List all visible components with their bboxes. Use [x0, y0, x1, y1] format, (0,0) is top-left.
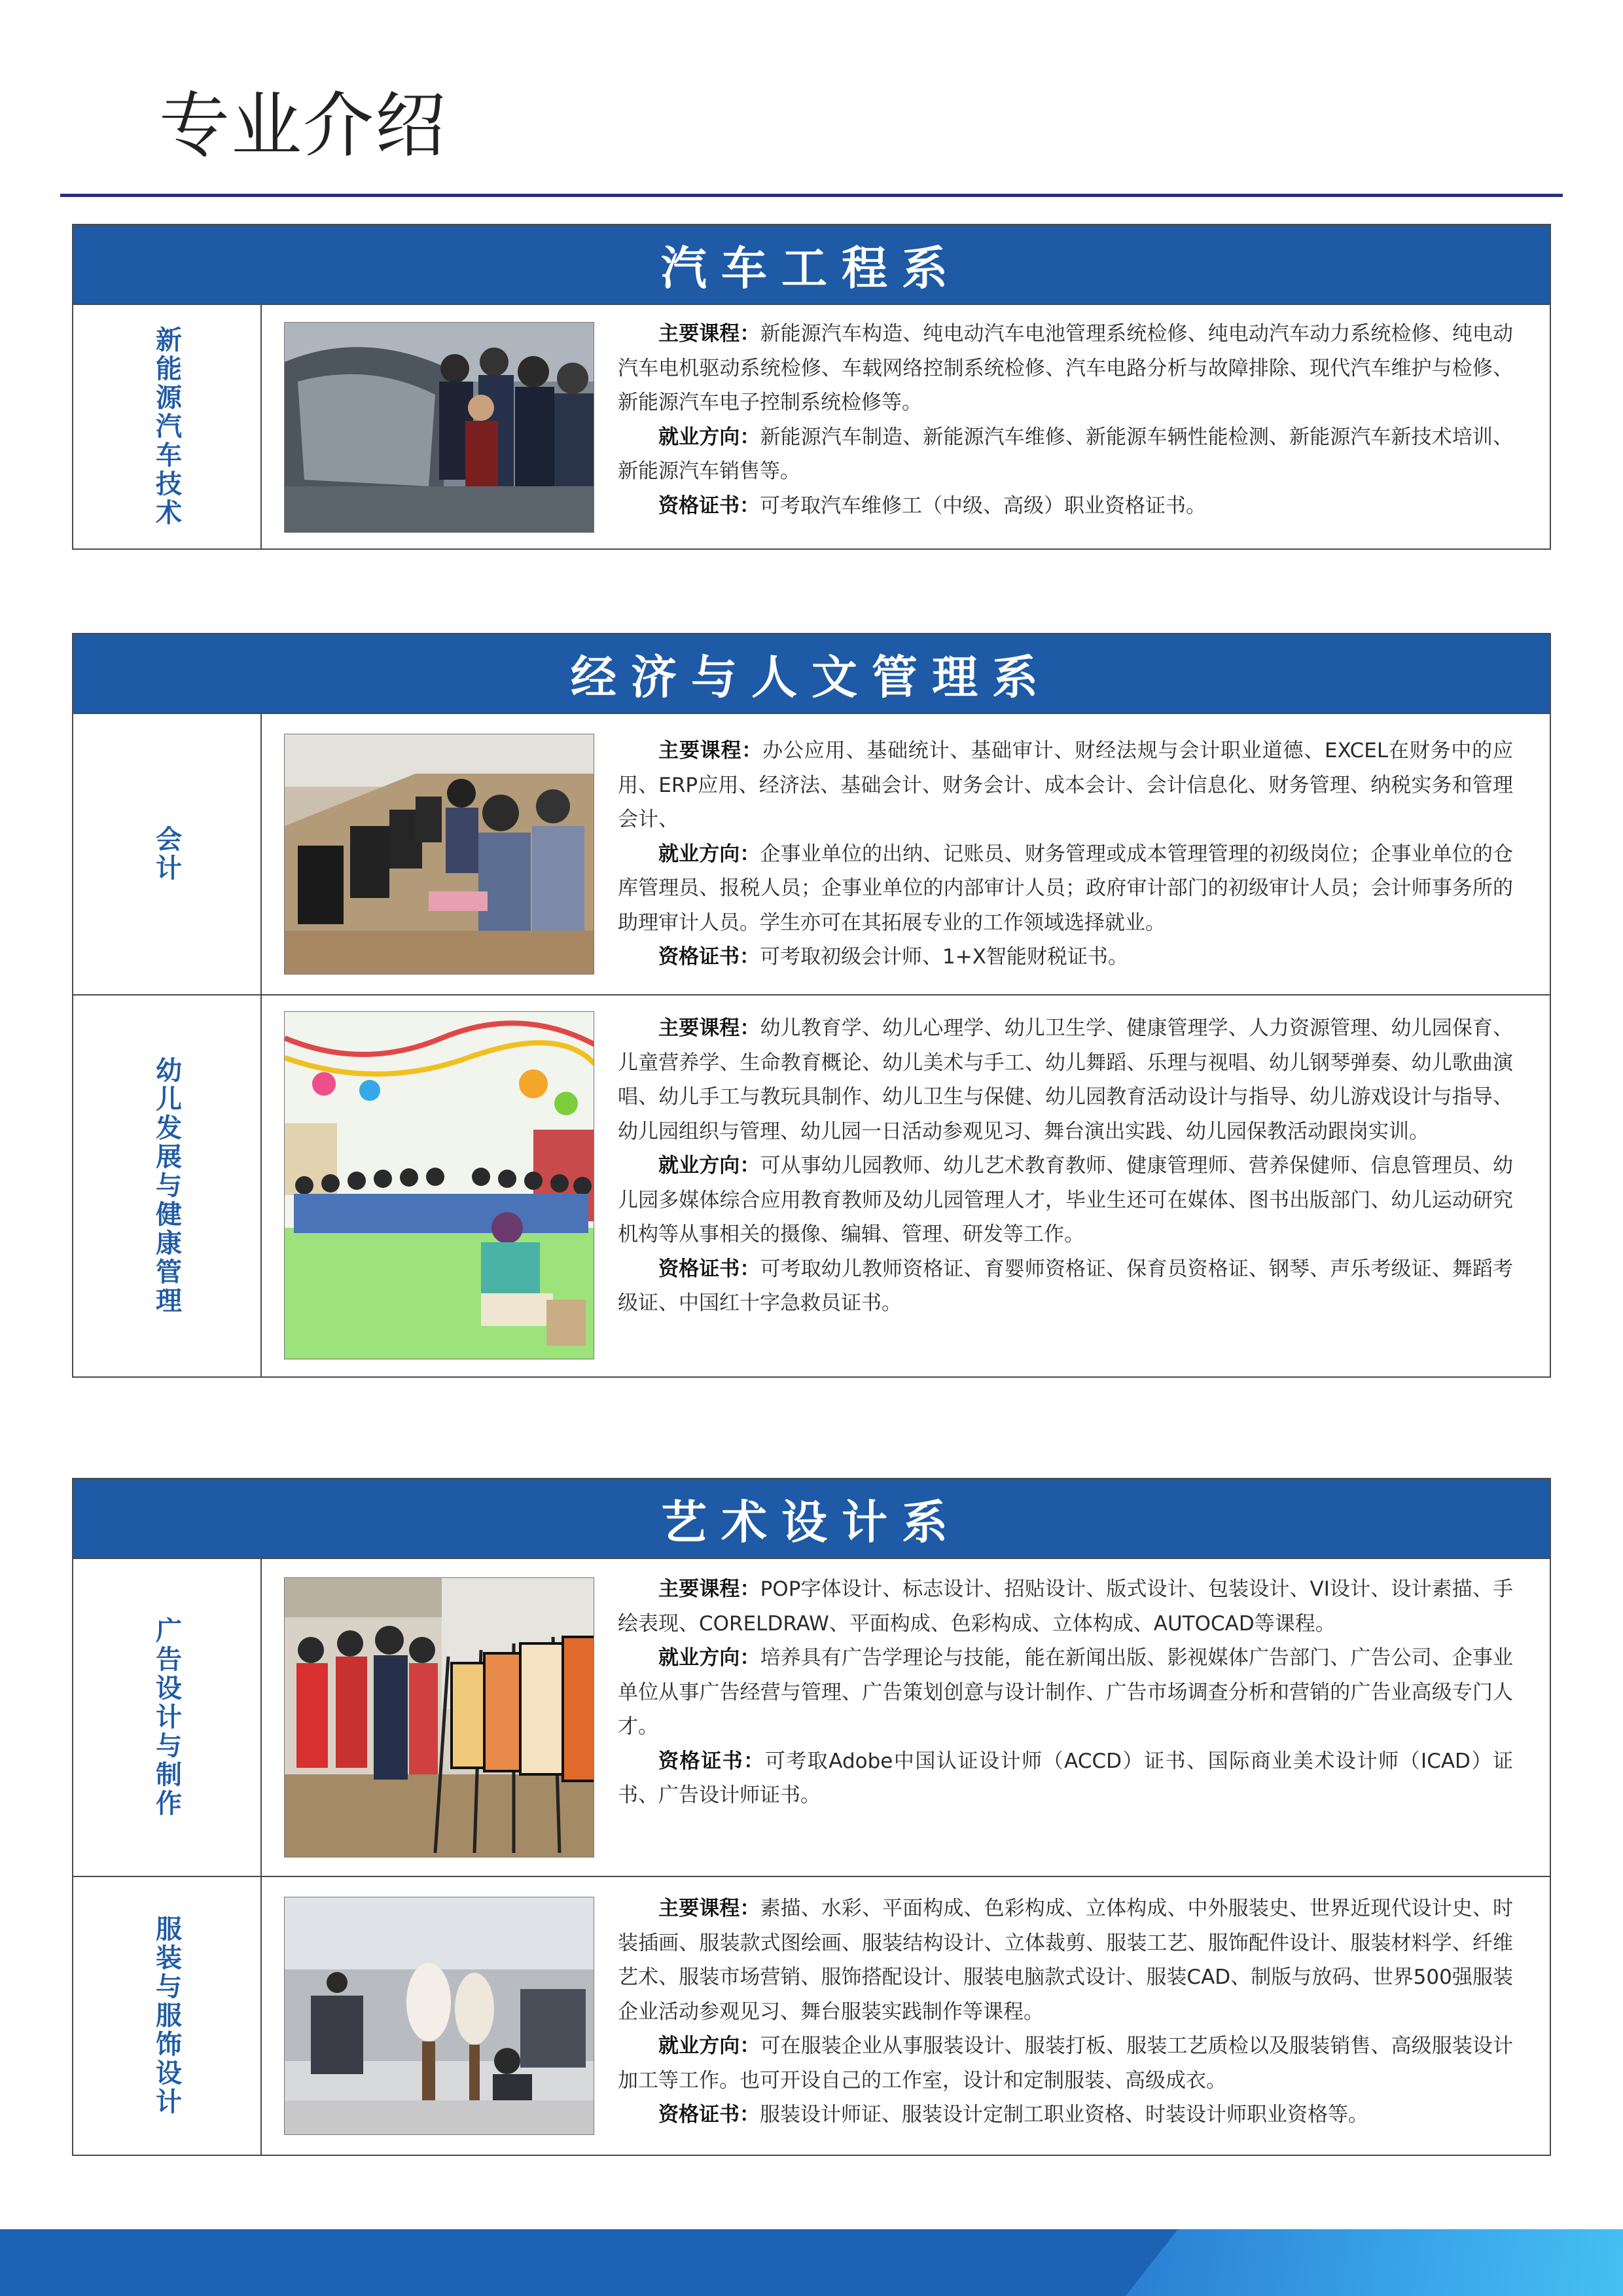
design-exhibition-easels-photo — [284, 1577, 594, 1857]
certificate-label: 资格证书： — [658, 493, 760, 518]
major-name: 广告设计与制作 — [151, 1617, 182, 1818]
courses-label: 主要课程： — [658, 739, 763, 762]
major-name-cell — [73, 996, 262, 1376]
courses-paragraph — [618, 317, 1513, 420]
major-name-cell — [73, 714, 262, 994]
courses-paragraph — [618, 1572, 1513, 1641]
career-text: 企事业单位的出纳、记账员、财务管理或成本管理管理的初级岗位；企事业单位的仓库管理员、报税人员；企事业单位的内部审计人员；政府审计部门的初级审计人员；会计师事务所的助理审计人员。学生亦可在其拓展专业的工作领域选择就业。 — [618, 842, 1514, 935]
courses-label: 主要课程： — [658, 322, 760, 346]
courses-text: 素描、水彩、平面构成、色彩构成、立体构成、中外服装史、世界近现代设计史、时装插画、服装款式图绘画、服装结构设计、立体裁剪、服装工艺、服饰配件设计、服装材料学、纤维艺术、服装市场营销、服饰搭配设计、服装电脑款式设计、服装CAD、制版与放码、世界500强服装企业活动参观见习、舞台服装实践制作等课程。 — [618, 1897, 1514, 2024]
certificate-paragraph — [618, 1252, 1513, 1321]
career-paragraph — [618, 1641, 1513, 1744]
photo-cell — [262, 1559, 594, 1876]
certificate-paragraph — [618, 940, 1513, 975]
certificate-text: 可考取Adobe中国认证设计师（ACCD）证书、国际商业美术设计师（ICAD）证书、广告设计师证书。 — [618, 1749, 1513, 1807]
department-header: 经济与人文管理系 — [73, 634, 1550, 714]
major-name-cell — [73, 1559, 262, 1876]
photo-cell — [262, 714, 594, 994]
major-description — [594, 1877, 1550, 2155]
major-description — [594, 305, 1550, 548]
certificate-text: 可考取汽车维修工（中级、高级）职业资格证书。 — [760, 493, 1206, 518]
major-description — [594, 714, 1550, 994]
career-paragraph — [618, 2029, 1513, 2098]
certificate-label: 资格证书： — [658, 945, 760, 969]
courses-label: 主要课程： — [658, 1897, 760, 1920]
courses-text: 幼儿教育学、幼儿心理学、幼儿卫生学、健康管理学、人力资源管理、幼儿园保育、儿童营养学、生命教育概论、幼儿美术与手工、幼儿舞蹈、乐理与视唱、幼儿钢琴弹奏、幼儿歌曲演唱、幼儿手工与教玩具制作、幼儿卫生与保健、幼儿园教育活动设计与指导、幼儿游戏设计与指导、幼儿园组织与管理、幼儿园一日活动参观见习、舞台演出实践、幼儿园保教活动跟岗实训。 — [618, 1016, 1514, 1143]
certificate-text: 服装设计师证、服装设计定制工职业资格、时装设计师职业资格等。 — [760, 2103, 1368, 2126]
major-description — [594, 996, 1550, 1376]
courses-text: 新能源汽车构造、纯电动汽车电池管理系统检修、纯电动汽车动力系统检修、纯电动汽车电机驱动系统检修、车载网络控制系统检修、汽车电路分析与故障排除、现代汽车维护与检修、新能源汽车电子控制系统检修等。 — [618, 322, 1514, 414]
department-auto-engineering — [72, 224, 1551, 550]
courses-paragraph — [618, 1892, 1513, 2029]
major-row-advertising-design — [73, 1559, 1550, 1877]
fashion-studio-mannequins-photo — [284, 1897, 594, 2135]
major-row-early-childhood — [73, 996, 1550, 1376]
career-paragraph — [618, 1149, 1513, 1252]
courses-paragraph — [618, 734, 1513, 837]
career-label: 就业方向： — [658, 1646, 760, 1670]
photo-cell — [262, 305, 594, 548]
major-name: 会计 — [151, 825, 182, 883]
career-label: 就业方向： — [658, 1154, 760, 1177]
certificate-paragraph — [618, 1744, 1513, 1813]
major-description — [594, 1559, 1550, 1876]
courses-paragraph — [618, 1011, 1513, 1149]
major-name: 服装与服饰设计 — [151, 1915, 182, 2117]
kindergarten-classroom-photo — [284, 1011, 594, 1359]
computer-lab-students-photo — [284, 734, 594, 975]
department-art-design — [72, 1478, 1551, 2156]
career-paragraph — [618, 420, 1513, 489]
career-text: 新能源汽车制造、新能源汽车维修、新能源车辆性能检测、新能源汽车新技术培训、新能源汽车销售等。 — [618, 425, 1514, 483]
major-name-cell — [73, 305, 262, 548]
footer-accent-stripe — [1126, 2229, 1623, 2296]
courses-text: 办公应用、基础统计、基础审计、财经法规与会计职业道德、EXCEL在财务中的应用、ERP应用、经济法、基础会计、财务会计、成本会计、会计信息化、财务管理、纳税实务和管理会计、 — [618, 739, 1513, 831]
courses-label: 主要课程： — [658, 1577, 760, 1601]
career-label: 就业方向： — [658, 425, 760, 449]
page-title: 专业介绍 — [159, 85, 448, 167]
certificate-label: 资格证书： — [658, 2103, 760, 2126]
certificate-label: 资格证书： — [658, 1749, 765, 1773]
major-name: 幼儿发展与健康管理 — [151, 1056, 182, 1316]
photo-cell — [262, 1877, 594, 2155]
certificate-paragraph — [618, 2098, 1513, 2132]
department-economics-humanities — [72, 633, 1551, 1378]
major-row-accounting — [73, 714, 1550, 996]
career-label: 就业方向： — [658, 842, 760, 866]
certificate-paragraph — [618, 489, 1513, 524]
photo-cell — [262, 996, 594, 1376]
department-header: 艺术设计系 — [73, 1479, 1550, 1559]
career-text: 培养具有广告学理论与技能，能在新闻出版、影视媒体广告部门、广告公司、企事业单位从事广告经营与管理、广告策划创意与设计制作、广告市场调查分析和营销的广告业高级专门人才。 — [618, 1646, 1514, 1738]
certificate-text: 可考取初级会计师、1+X智能财税证书。 — [760, 945, 1128, 969]
certificate-label: 资格证书： — [658, 1257, 760, 1281]
major-name-cell — [73, 1877, 262, 2155]
title-divider — [60, 194, 1563, 197]
major-name: 新能源汽车技术 — [151, 326, 182, 528]
certificate-text: 可考取幼儿教师资格证、育婴师资格证、保育员资格证、钢琴、声乐考级证、舞蹈考级证、中国红十字急救员证书。 — [618, 1257, 1514, 1315]
students-inspecting-car-body-photo — [284, 322, 594, 533]
courses-text: POP字体设计、标志设计、招贴设计、版式设计、包装设计、VI设计、设计素描、手绘表现、CORELDRAW、平面构成、色彩构成、立体构成、AUTOCAD等课程。 — [618, 1577, 1513, 1636]
career-text: 可在服装企业从事服装设计、服装打板、服装工艺质检以及服装销售、高级服装设计加工等工作。也可开设自己的工作室，设计和定制服装、高级成衣。 — [618, 2034, 1514, 2092]
department-header: 汽车工程系 — [73, 225, 1550, 305]
career-paragraph — [618, 837, 1513, 941]
career-text: 可从事幼儿园教师、幼儿艺术教育教师、健康管理师、营养保健师、信息管理员、幼儿园多媒体综合应用教育教师及幼儿园管理人才，毕业生还可在媒体、图书出版部门、幼儿运动研究机构等从事相关的摄像、编辑、管理、研发等工作。 — [618, 1154, 1514, 1246]
major-row-fashion-design — [73, 1877, 1550, 2155]
major-row-nev-tech — [73, 305, 1550, 548]
career-label: 就业方向： — [658, 2034, 760, 2058]
courses-label: 主要课程： — [658, 1016, 760, 1040]
